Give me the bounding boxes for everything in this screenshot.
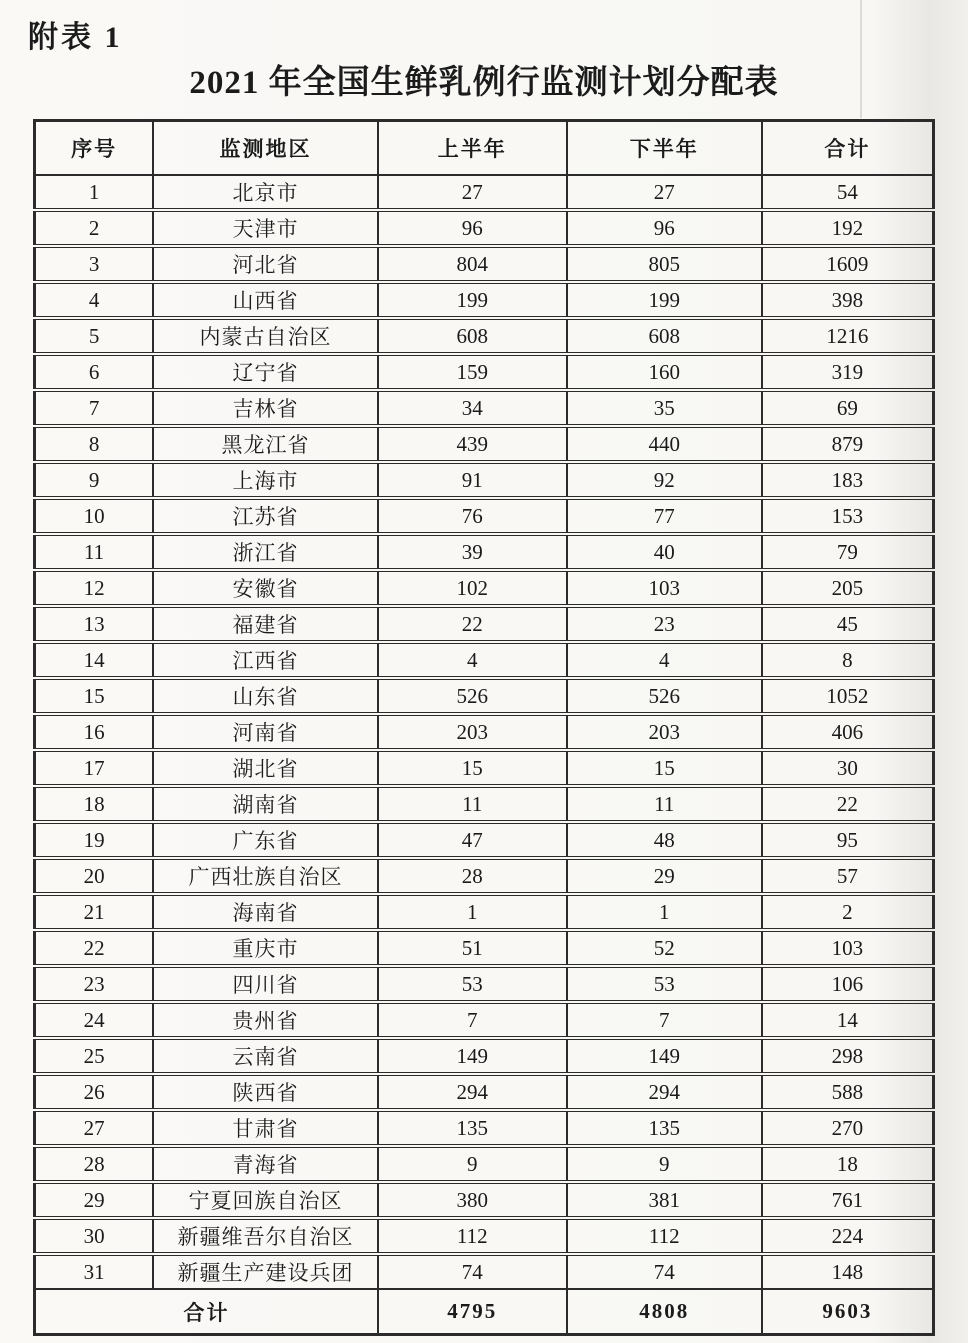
first-half-value: 112	[378, 1218, 567, 1254]
region-name: 河北省	[153, 246, 378, 282]
second-half-value: 526	[567, 678, 762, 714]
table-row	[35, 894, 934, 930]
total-value: 2	[762, 894, 934, 930]
region-name: 浙江省	[153, 534, 378, 570]
total-value: 270	[762, 1110, 934, 1146]
table-body	[35, 175, 934, 1289]
first-half-value: 74	[378, 1254, 567, 1289]
first-half-value: 203	[378, 714, 567, 750]
first-half-value: 7	[378, 1002, 567, 1038]
second-half-value: 74	[567, 1254, 762, 1289]
total-value: 1609	[762, 246, 934, 282]
total-value: 398	[762, 282, 934, 318]
row-index: 4	[35, 282, 154, 318]
total-value: 95	[762, 822, 934, 858]
row-index: 14	[35, 642, 154, 678]
total-value: 879	[762, 426, 934, 462]
table-row	[35, 1218, 934, 1254]
region-name: 江苏省	[153, 498, 378, 534]
row-index: 12	[35, 570, 154, 606]
table-row	[35, 1002, 934, 1038]
total-value: 588	[762, 1074, 934, 1110]
total-value: 183	[762, 462, 934, 498]
total-value: 8	[762, 642, 934, 678]
total-value: 1052	[762, 678, 934, 714]
first-half-value: 1	[378, 894, 567, 930]
first-half-value: 76	[378, 498, 567, 534]
second-half-value: 608	[567, 318, 762, 354]
first-half-value: 96	[378, 210, 567, 246]
table-row	[35, 1254, 934, 1289]
row-index: 26	[35, 1074, 154, 1110]
region-name: 吉林省	[153, 390, 378, 426]
second-half-value: 103	[567, 570, 762, 606]
table-row	[35, 930, 934, 966]
region-name: 福建省	[153, 606, 378, 642]
table-row	[35, 714, 934, 750]
region-name: 北京市	[153, 175, 378, 210]
row-index: 1	[35, 175, 154, 210]
second-half-value: 53	[567, 966, 762, 1002]
second-half-value: 29	[567, 858, 762, 894]
first-half-value: 53	[378, 966, 567, 1002]
row-index: 5	[35, 318, 154, 354]
row-index: 15	[35, 678, 154, 714]
second-half-value: 96	[567, 210, 762, 246]
total-value: 1216	[762, 318, 934, 354]
region-name: 新疆生产建设兵团	[153, 1254, 378, 1289]
region-name: 贵州省	[153, 1002, 378, 1038]
region-name: 内蒙古自治区	[153, 318, 378, 354]
total-value: 153	[762, 498, 934, 534]
table-row	[35, 822, 934, 858]
table-row	[35, 966, 934, 1002]
table-row	[35, 498, 934, 534]
first-half-value: 159	[378, 354, 567, 390]
second-half-value: 381	[567, 1182, 762, 1218]
row-index: 16	[35, 714, 154, 750]
table-row	[35, 678, 934, 714]
second-half-value: 160	[567, 354, 762, 390]
row-index: 22	[35, 930, 154, 966]
row-index: 18	[35, 786, 154, 822]
total-value: 103	[762, 930, 934, 966]
second-half-value: 11	[567, 786, 762, 822]
table-row	[35, 1146, 934, 1182]
first-half-value: 28	[378, 858, 567, 894]
second-half-value: 805	[567, 246, 762, 282]
table-header-row	[35, 121, 934, 176]
annex-label: 附表 1	[28, 21, 123, 54]
region-name: 湖南省	[153, 786, 378, 822]
total-value: 79	[762, 534, 934, 570]
second-half-value: 199	[567, 282, 762, 318]
first-half-value: 804	[378, 246, 567, 282]
second-half-value: 4	[567, 642, 762, 678]
region-name: 宁夏回族自治区	[153, 1182, 378, 1218]
first-half-value: 22	[378, 606, 567, 642]
total-value: 148	[762, 1254, 934, 1289]
region-name: 广东省	[153, 822, 378, 858]
region-name: 广西壮族自治区	[153, 858, 378, 894]
region-name: 江西省	[153, 642, 378, 678]
monitoring-plan-table	[33, 119, 935, 1336]
row-index: 21	[35, 894, 154, 930]
total-value: 319	[762, 354, 934, 390]
region-name: 甘肃省	[153, 1110, 378, 1146]
total-value: 22	[762, 786, 934, 822]
second-half-value: 112	[567, 1218, 762, 1254]
total-row-label: 合计	[35, 1289, 378, 1335]
first-half-value: 47	[378, 822, 567, 858]
first-half-value: 15	[378, 750, 567, 786]
total-value: 54	[762, 175, 934, 210]
total-value: 406	[762, 714, 934, 750]
row-index: 8	[35, 426, 154, 462]
total-value: 18	[762, 1146, 934, 1182]
region-name: 山东省	[153, 678, 378, 714]
row-index: 9	[35, 462, 154, 498]
region-name: 陕西省	[153, 1074, 378, 1110]
first-half-value: 439	[378, 426, 567, 462]
total-second-half-value: 4808	[567, 1289, 762, 1335]
table-row	[35, 1182, 934, 1218]
region-name: 山西省	[153, 282, 378, 318]
second-half-value: 52	[567, 930, 762, 966]
second-half-value: 27	[567, 175, 762, 210]
table-row	[35, 318, 934, 354]
row-index: 3	[35, 246, 154, 282]
table-row	[35, 642, 934, 678]
total-value: 205	[762, 570, 934, 606]
table-row	[35, 750, 934, 786]
first-half-value: 39	[378, 534, 567, 570]
table-row	[35, 1038, 934, 1074]
total-value: 192	[762, 210, 934, 246]
second-half-value: 77	[567, 498, 762, 534]
table-row	[35, 1074, 934, 1110]
second-half-value: 294	[567, 1074, 762, 1110]
region-name: 重庆市	[153, 930, 378, 966]
first-half-value: 199	[378, 282, 567, 318]
table-row	[35, 462, 934, 498]
second-half-value: 203	[567, 714, 762, 750]
total-grand-value: 9603	[762, 1289, 934, 1335]
row-index: 17	[35, 750, 154, 786]
header-second-half-year: 下半年	[567, 121, 762, 176]
table-row	[35, 175, 934, 210]
region-name: 安徽省	[153, 570, 378, 606]
second-half-value: 92	[567, 462, 762, 498]
row-index: 11	[35, 534, 154, 570]
table-row	[35, 606, 934, 642]
second-half-value: 35	[567, 390, 762, 426]
region-name: 青海省	[153, 1146, 378, 1182]
header-total: 合计	[762, 121, 934, 176]
second-half-value: 9	[567, 1146, 762, 1182]
region-name: 新疆维吾尔自治区	[153, 1218, 378, 1254]
total-value: 14	[762, 1002, 934, 1038]
row-index: 6	[35, 354, 154, 390]
table-row	[35, 426, 934, 462]
table-row	[35, 786, 934, 822]
row-index: 13	[35, 606, 154, 642]
first-half-value: 4	[378, 642, 567, 678]
total-value: 224	[762, 1218, 934, 1254]
table-row	[35, 210, 934, 246]
first-half-value: 51	[378, 930, 567, 966]
first-half-value: 526	[378, 678, 567, 714]
first-half-value: 135	[378, 1110, 567, 1146]
row-index: 19	[35, 822, 154, 858]
region-name: 黑龙江省	[153, 426, 378, 462]
region-name: 四川省	[153, 966, 378, 1002]
table-row	[35, 282, 934, 318]
region-name: 辽宁省	[153, 354, 378, 390]
header-serial-number: 序号	[35, 121, 154, 176]
table-row	[35, 390, 934, 426]
row-index: 25	[35, 1038, 154, 1074]
region-name: 上海市	[153, 462, 378, 498]
second-half-value: 1	[567, 894, 762, 930]
total-value: 30	[762, 750, 934, 786]
second-half-value: 7	[567, 1002, 762, 1038]
region-name: 天津市	[153, 210, 378, 246]
first-half-value: 27	[378, 175, 567, 210]
total-value: 69	[762, 390, 934, 426]
first-half-value: 11	[378, 786, 567, 822]
table-row	[35, 534, 934, 570]
region-name: 湖北省	[153, 750, 378, 786]
table-row	[35, 570, 934, 606]
row-index: 2	[35, 210, 154, 246]
second-half-value: 48	[567, 822, 762, 858]
row-index: 31	[35, 1254, 154, 1289]
row-index: 20	[35, 858, 154, 894]
first-half-value: 9	[378, 1146, 567, 1182]
first-half-value: 34	[378, 390, 567, 426]
row-index: 27	[35, 1110, 154, 1146]
first-half-value: 294	[378, 1074, 567, 1110]
total-value: 45	[762, 606, 934, 642]
total-value: 298	[762, 1038, 934, 1074]
first-half-value: 102	[378, 570, 567, 606]
row-index: 28	[35, 1146, 154, 1182]
first-half-value: 608	[378, 318, 567, 354]
row-index: 10	[35, 498, 154, 534]
region-name: 云南省	[153, 1038, 378, 1074]
second-half-value: 40	[567, 534, 762, 570]
region-name: 海南省	[153, 894, 378, 930]
total-value: 761	[762, 1182, 934, 1218]
first-half-value: 91	[378, 462, 567, 498]
region-name: 河南省	[153, 714, 378, 750]
row-index: 29	[35, 1182, 154, 1218]
row-index: 23	[35, 966, 154, 1002]
table-row	[35, 354, 934, 390]
second-half-value: 15	[567, 750, 762, 786]
second-half-value: 23	[567, 606, 762, 642]
first-half-value: 380	[378, 1182, 567, 1218]
table-row	[35, 858, 934, 894]
second-half-value: 440	[567, 426, 762, 462]
total-value: 57	[762, 858, 934, 894]
total-row	[35, 1289, 934, 1335]
row-index: 24	[35, 1002, 154, 1038]
row-index: 30	[35, 1218, 154, 1254]
total-value: 106	[762, 966, 934, 1002]
total-first-half-value: 4795	[378, 1289, 567, 1335]
second-half-value: 135	[567, 1110, 762, 1146]
table-row	[35, 246, 934, 282]
page-title: 2021 年全国生鲜乳例行监测计划分配表	[189, 65, 779, 101]
first-half-value: 149	[378, 1038, 567, 1074]
second-half-value: 149	[567, 1038, 762, 1074]
table-row	[35, 1110, 934, 1146]
header-first-half-year: 上半年	[378, 121, 567, 176]
row-index: 7	[35, 390, 154, 426]
header-monitoring-region: 监测地区	[153, 121, 378, 176]
